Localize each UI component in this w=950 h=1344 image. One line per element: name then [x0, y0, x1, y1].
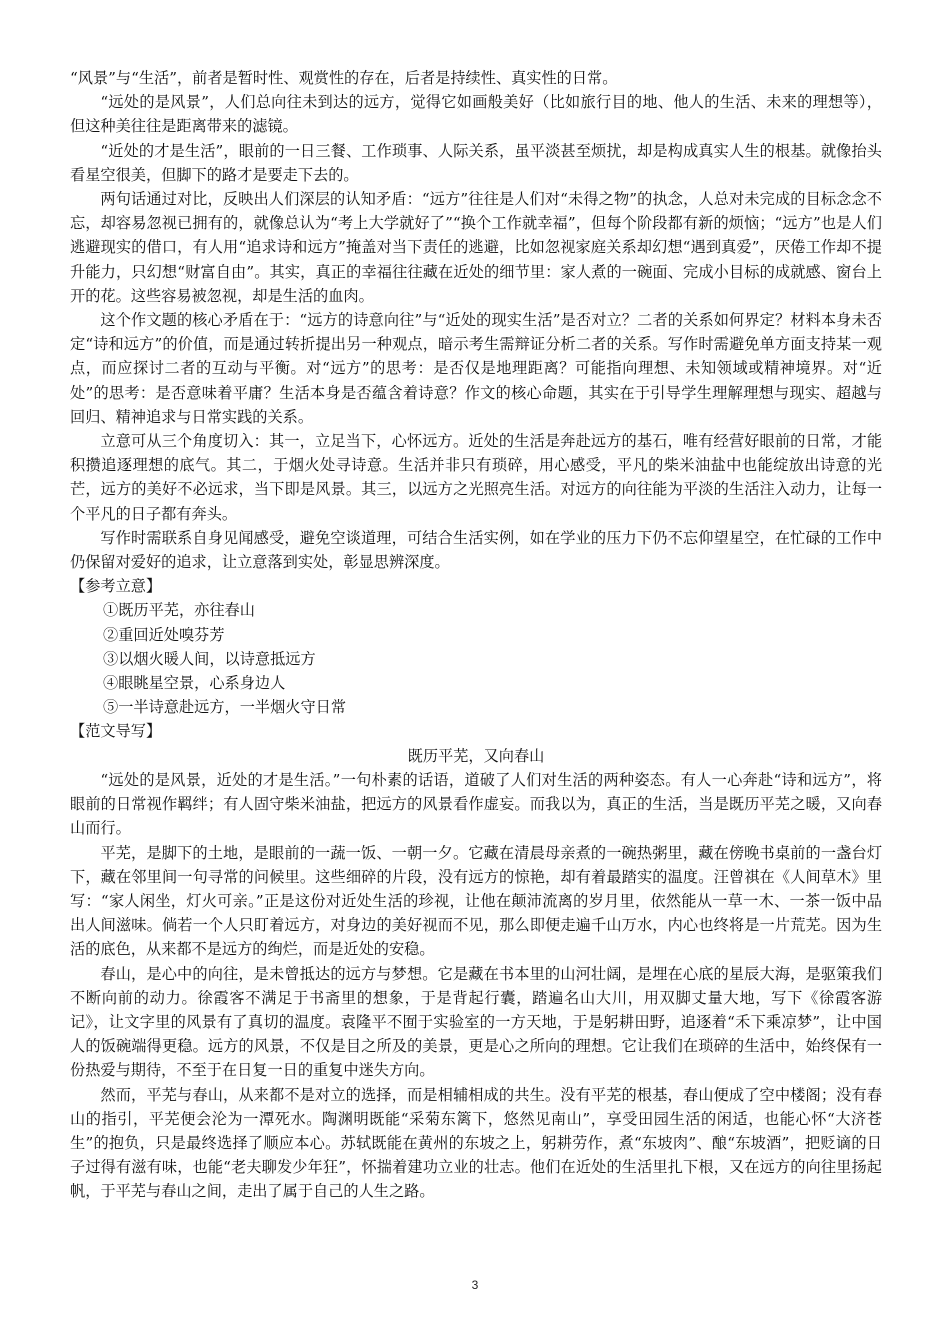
- intro-paragraph: “风景”与“生活”，前者是暂时性、观赏性的存在，后者是持续性、真实性的日常。: [70, 69, 618, 87]
- analysis-paragraph: 两句话通过对比，反映出人们深层的认知矛盾：“远方”往往是人们对“未得之物”的执念，人总对未完成的目标念念不忘，却容易忽视已拥有的，就像总认为“考上大学就好了”“换个工作就幸福”，但每个阶段都有新的烦恼；“远方”也是人们逃避现实的借口，有人用“追求诗和远方”掩盖对当下责任的逃避，比如忽视家庭关系却幻想“遇到真爱”，厌倦工作却不提升能力，只幻想“财富自由”。其实，真正的幸福往往藏在近处的细节里：家人煮的一碗面、完成小目标的成就感、窗台上开的花。这些容易被忽视，却是生活的血肉。: [70, 190, 882, 305]
- reference-heading: 【参考立意】: [70, 577, 162, 596]
- reference-item: ②重回近处嗅芬芳: [103, 625, 225, 644]
- analysis-paragraph: “近处的才是生活”，眼前的一日三餐、工作琐事、人际关系，虽平淡甚至烦扰，却是构成真实人生的根基。就像抬头看星空很美，但脚下的路才是要走下去的。: [70, 141, 882, 184]
- essay-paragraph: “远处的是风景，近处的才是生活。”一句朴素的话语，道破了人们对生活的两种姿态。有人一心奔赴“诗和远方”，将眼前的日常视作羁绊；有人固守柴米油盐，把远方的风景看作虚妄。而我以为，真正的生活，当是既历平芜之暖，又向春山而行。: [70, 770, 882, 838]
- document-body: [70, 66, 882, 1204]
- reference-item: ③以烟火暖人间，以诗意抵远方: [103, 649, 316, 668]
- essay-heading: 【范文导写】: [70, 722, 162, 741]
- essay-paragraph: 然而，平芜与春山，从来都不是对立的选择，而是相辅相成的共生。没有平芜的根基，春山便成了空中楼阁；没有春山的指引，平芜便会沦为一潭死水。陶渊明既能“采菊东篱下，悠然见南山”，享受田园生活的闲适，也能心怀“大济苍生”的抱负，只是最终选择了顺应本心。苏轼既能在黄州的东坡之上，躬耕劳作，煮“东坡肉”、酿“东坡酒”，把贬谪的日子过得有滋有味，也能“老夫聊发少年狂”，怀揣着建功立业的壮志。他们在近处的生活里扎下根，又在远方的向往里扬起帆，于平芜与春山之间，走出了属于自己的人生之路。: [70, 1085, 882, 1201]
- analysis-paragraph: 写作时需联系自身见闻感受，避免空谈道理，可结合生活实例，如在学业的压力下仍不忘仰望星空，在忙碌的工作中仍保留对爱好的追求，让立意落到实处，彰显思辨深度。: [70, 528, 882, 572]
- essay-paragraph: 春山，是心中的向往，是未曾抵达的远方与梦想。它是藏在书本里的山河壮阔，是埋在心底的星辰大海，是驱策我们不断向前的动力。徐霞客不满足于书斋里的想象，于是背起行囊，踏遍名山大川，用双脚丈量大地，写下《徐霞客游记》，让文字里的风景有了真切的温度。袁隆平不囿于实验室的一方天地，于是躬耕田野，追逐着“禾下乘凉梦”，让中国人的饭碗端得更稳。远方的风景，不仅是目之所及的美景，更是心之所向的理想。它让我们在琐碎的生活中，始终保有一份热爱与期待，不至于在日复一日的重复中迷失方向。: [70, 964, 882, 1080]
- analysis-paragraph: “远处的是风景”，人们总向往未到达的远方，觉得它如画般美好（比如旅行目的地、他人的生活、未来的理想等），但这种美往往是距离带来的滤镜。: [70, 93, 882, 136]
- analysis-paragraph: 立意可从三个角度切入：其一，立足当下，心怀远方。近处的生活是奔赴远方的基石，唯有经营好眼前的日常，才能积攒追逐理想的底气。其二，于烟火处寻诗意。生活并非只有琐碎，用心感受，平凡的柴米油盐中也能绽放出诗意的光芒，远方的美好不必远求，当下即是风景。其三，以远方之光照亮生活。对远方的向往能为平淡的生活注入动力，让每一个平凡的日子都有奔头。: [70, 432, 882, 523]
- reference-item: ⑤一半诗意赴远方，一半烟火守日常: [103, 698, 346, 717]
- reference-item: ①既历平芜，亦往春山: [103, 601, 255, 620]
- essay-paragraph: 平芜，是脚下的土地，是眼前的一蔬一饭、一朝一夕。它藏在清晨母亲煮的一碗热粥里，藏在傍晚书桌前的一盏台灯下，藏在邻里间一句寻常的问候里。这些细碎的片段，没有远方的惊艳，却有着最踏实的温度。汪曾祺在《人间草木》里写：“家人闲坐，灯火可亲。”正是这份对近处生活的珍视，让他在颠沛流离的岁月里，依然能从一草一木、一茶一饭中品出人间滋味。倘若一个人只盯着远方，对身边的美好视而不见，那么即便走遍千山万水，内心也终将是一片荒芜。因为生活的底色，从来都不是远方的绚烂，而是近处的安稳。: [70, 843, 882, 959]
- page-number: 3: [471, 1278, 479, 1292]
- reference-item: ④眼眺星空景，心系身边人: [103, 674, 286, 693]
- analysis-paragraph: 这个作文题的核心矛盾在于：“远方的诗意向往”与“近处的现实生活”是否对立？二者的关系如何界定？材料本身未否定“诗和远方”的价值，而是通过转折提出另一种观点，暗示考生需辩证分析二者的关系。写作时需避免单方面支持某一观点，而应探讨二者的互动与平衡。对“远方”的思考：是否仅是地理距离？可能指向理想、未知领域或精神境界。对“近处”的思考：是否意味着平庸？生活本身是否蕴含着诗意？作文的核心命题，其实在于引导学生理解理想与现实、超越与回归、精神追求与日常实践的关系。: [70, 311, 882, 426]
- essay-title: 既历平芜，又向春山: [407, 746, 545, 765]
